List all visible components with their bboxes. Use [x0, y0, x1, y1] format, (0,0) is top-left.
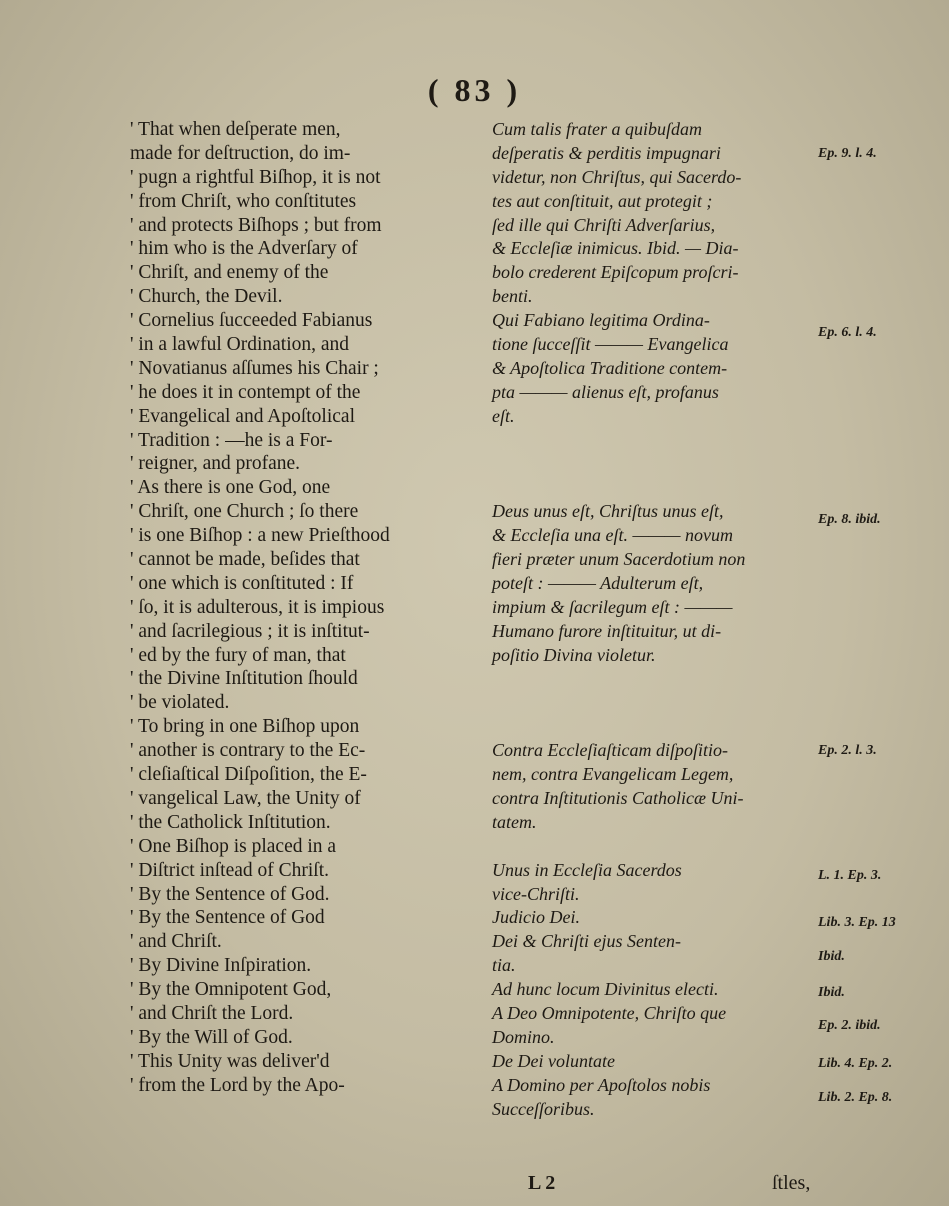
english-text-line: ' he does it in contempt of the — [130, 381, 361, 403]
english-text-line: ' Novatianus aſſumes his Chair ; — [130, 357, 379, 379]
latin-text-line: Dei & Chriſti ejus Senten- — [492, 931, 681, 952]
latin-text-line: Succeſſoribus. — [492, 1098, 595, 1119]
english-text-line: ' By the Will of God. — [130, 1026, 293, 1048]
page-number: ( 83 ) — [427, 72, 522, 108]
latin-text-line: Judicio Dei. — [492, 907, 580, 928]
reference-note: Ep. 2. ibid. — [818, 1018, 881, 1034]
latin-text-line: Deus unus eſt, Chriſtus unus eſt, — [492, 501, 724, 522]
latin-text-line — [492, 691, 852, 715]
reference-note: Ep. 9. l. 4. — [818, 145, 877, 161]
latin-text-line — [492, 476, 852, 500]
latin-text-line: Cum talis frater a quibuſdam — [492, 119, 703, 139]
english-text-line: ' By Divine Inſpiration. — [130, 955, 312, 977]
latin-text-line: deſperatis & perditis impugnari — [492, 142, 721, 163]
latin-text-line: pta ——— alienus eſt, profanus — [492, 381, 719, 402]
reference-note: Lib. 4. Ep. 2. — [818, 1056, 893, 1072]
reference-note: Lib. 2. Ep. 8. — [818, 1089, 893, 1105]
latin-text-line: contra Inſtitutionis Catholicæ Uni- — [492, 787, 744, 808]
latin-text-line: Contra Eccleſiaſticam diſpoſitio- — [492, 740, 728, 761]
english-text-line: ' from Chriſt, who conſtitutes — [130, 190, 357, 212]
latin-text-line: vice-Chriſti. — [492, 883, 580, 904]
latin-text-line: & Apoſtolica Traditione contem- — [492, 357, 728, 378]
reference-note: Ep. 6. l. 4. — [818, 325, 877, 341]
latin-text-line: poteſt : ——— Adulterum eſt, — [492, 572, 704, 593]
english-text-line: ' be violated. — [130, 692, 230, 714]
latin-text-line: Humano furore inſtituitur, ut di- — [492, 620, 722, 641]
english-text-line: ' and Chriſt the Lord. — [130, 1002, 294, 1024]
english-text-line: ' To bring in one Biſhop upon — [130, 716, 360, 738]
english-text-line: ' As there is one God, one — [130, 477, 331, 499]
latin-text-line: bolo crederent Epiſcopum proſcri- — [492, 262, 739, 283]
latin-text-line — [492, 835, 852, 859]
english-text-line: ' and ſacrilegious ; it is inſtitut- — [130, 620, 370, 642]
english-text-line: ' pugn a rightful Biſhop, it is not — [130, 166, 381, 188]
english-text-line: ' By the Sentence of God. — [130, 883, 330, 905]
latin-text-line: & Eccleſiæ inimicus. Ibid. — Dia- — [492, 238, 739, 259]
english-text-line: ' reigner, and profane. — [130, 453, 301, 475]
reference-note: Ep. 2. l. 3. — [818, 743, 877, 759]
latin-text-line: A Deo Omnipotente, Chriſto que — [492, 1002, 727, 1023]
catchword: ſtles, — [772, 1172, 811, 1194]
english-text-line: ' is one Biſhop : a new Prieſthood — [130, 525, 390, 547]
english-text-line: ' This Unity was deliver'd — [130, 1050, 330, 1072]
english-text-line: ' cannot be made, beſides that — [130, 549, 360, 571]
latin-text-line: Qui Fabiano legitima Ordina- — [492, 310, 710, 331]
reference-note: Ibid. — [818, 948, 845, 964]
reference-note: Ep. 8. ibid. — [818, 511, 881, 527]
latin-text-line — [492, 452, 852, 476]
english-text-line: ' the Divine Inſtitution ſhould — [130, 668, 358, 690]
latin-text-line: Unus in Eccleſia Sacerdos — [492, 859, 682, 880]
english-text-line: ' Evangelical and Apoſtolical — [130, 405, 355, 427]
english-text-line: ' the Catholick Inſtitution. — [130, 811, 331, 833]
latin-text-line: tia. — [492, 955, 516, 976]
english-text-line: ' By the Omnipotent God, — [130, 979, 332, 1001]
reference-note: Ibid. — [818, 984, 845, 1000]
latin-text-line: Domino. — [492, 1026, 555, 1047]
english-text-line: ' him who is the Adverſary of — [130, 238, 358, 260]
latin-text-line: poſitio Divina violetur. — [492, 644, 656, 665]
english-text-line: ' Tradition : —he is a For- — [130, 429, 333, 451]
english-text-line: ' ſo, it is adulterous, it is impious — [130, 596, 385, 618]
english-text-line: ' cleſiaſtical Diſpoſition, the E- — [130, 764, 367, 786]
reference-note: L. 1. Ep. 3. — [818, 867, 882, 883]
english-text-line: ' That when deſperate men, — [130, 119, 341, 140]
english-text-line: ' Chriſt, and enemy of the — [130, 262, 329, 284]
latin-text-column — [492, 118, 852, 1121]
latin-text-line — [492, 667, 852, 691]
latin-text-line: Ad hunc locum Divinitus electi. — [492, 979, 719, 1000]
reference-note: Lib. 3. Ep. 13 — [818, 915, 896, 931]
english-text-column — [130, 118, 482, 1098]
english-text-line: ' in a lawful Ordination, and — [130, 334, 350, 356]
english-text-line: ' and protects Biſhops ; but from — [130, 214, 382, 236]
latin-text-line: De Dei voluntate — [492, 1050, 615, 1071]
latin-text-line: & Eccleſia una eſt. ——— novum — [492, 525, 733, 546]
latin-text-line: eſt. — [492, 405, 515, 426]
latin-text-line: tatem. — [492, 811, 537, 832]
latin-text-line: fieri præter unum Sacerdotium non — [492, 549, 746, 570]
english-text-line: ' ed by the fury of man, that — [130, 644, 346, 666]
latin-text-line: impium & ſacrilegum eſt : ——— — [492, 596, 733, 617]
english-text-line: ' and Chriſt. — [130, 931, 222, 953]
latin-text-line: tes aut conſtituit, aut protegit ; — [492, 190, 713, 211]
english-text-line: ' One Biſhop is placed in a — [130, 835, 337, 857]
english-text-line: ' one which is conſtituted : If — [130, 572, 354, 594]
english-text-line: ' By the Sentence of God — [130, 907, 325, 929]
english-text-line: ' another is contrary to the Ec- — [130, 740, 366, 762]
latin-text-line: benti. — [492, 286, 533, 307]
latin-text-line: videtur, non Chriſtus, qui Sacerdo- — [492, 166, 742, 187]
latin-text-line: A Domino per Apoſtolos nobis — [492, 1074, 711, 1095]
english-text-line: ' from the Lord by the Apo- — [130, 1074, 345, 1096]
latin-text-line: tione ſucceſſit ——— Evangelica — [492, 334, 729, 355]
latin-text-line: nem, contra Evangelicam Legem, — [492, 764, 734, 785]
english-text-line: ' vangelical Law, the Unity of — [130, 787, 361, 809]
english-text-line: ' Cornelius ſucceeded Fabianus — [130, 310, 373, 332]
latin-text-line — [492, 429, 852, 453]
english-text-line: ' Church, the Devil. — [130, 286, 283, 308]
english-text-line: made for deſtruction, do im- — [130, 142, 351, 164]
latin-text-line — [492, 715, 852, 739]
english-text-line: ' Chriſt, one Church ; ſo there — [130, 501, 359, 523]
signature-mark: L 2 — [528, 1172, 556, 1194]
english-text-line: ' Diſtrict inſtead of Chriſt. — [130, 859, 330, 881]
latin-text-line: ſed ille qui Chriſti Adverſarius, — [492, 214, 716, 235]
